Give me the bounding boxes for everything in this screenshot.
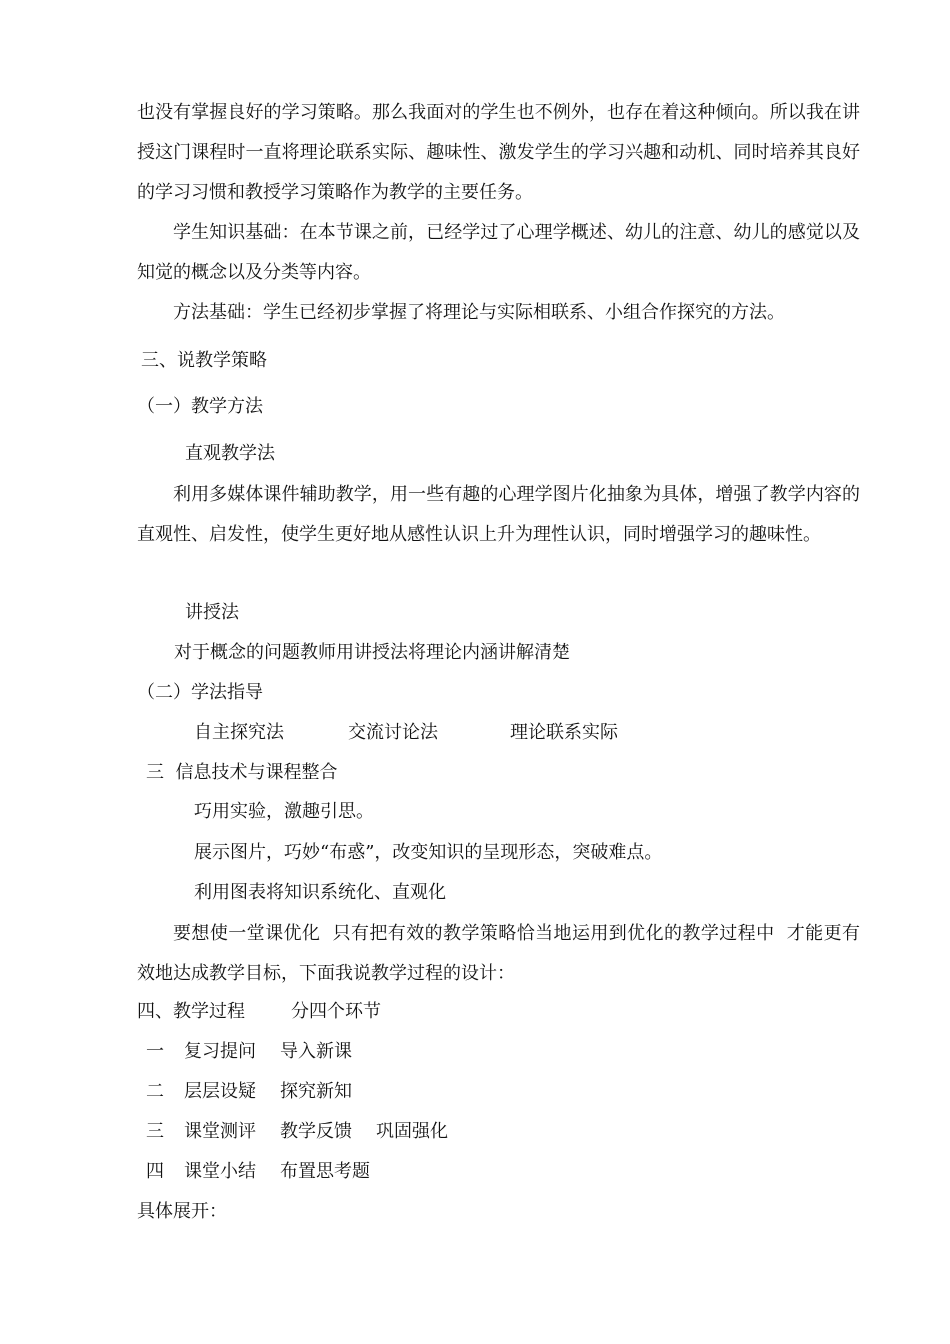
- step-1-part-1: 复习提问: [184, 1041, 256, 1062]
- paragraph-3: 方法基础：学生已经初步掌握了将理论与实际相联系、小组合作探究的方法。: [173, 302, 785, 323]
- section-heading-4: 四、教学过程: [137, 1001, 245, 1022]
- section-heading-3: 三、说教学策略: [141, 350, 267, 371]
- step-3-part-2: 教学反馈: [280, 1121, 352, 1142]
- step-3-number: 三: [146, 1121, 164, 1142]
- it-item-1: 巧用实验，激趣引思。: [194, 801, 374, 822]
- step-4-number: 四: [146, 1161, 164, 1182]
- transition-paragraph: 要想使一堂课优化 只有把有效的教学策略恰当地运用到优化的教学过程中 才能更有效地达成教学目标，下面我说教学过程的设计：: [137, 923, 860, 984]
- subheading-it-integration: 三 信息技术与课程整合: [146, 762, 338, 783]
- step-4-part-1: 课堂小结: [184, 1161, 256, 1182]
- method-2-title: 讲授法: [185, 602, 239, 623]
- subheading-study-guidance: （二）学法指导: [137, 682, 263, 703]
- subheading-teaching-methods: （一）教学方法: [137, 396, 263, 417]
- step-2-part-2: 探究新知: [280, 1081, 352, 1102]
- step-3-part-1: 课堂测评: [184, 1121, 256, 1142]
- paragraph-2: 学生知识基础：在本节课之前，已经学过了心理学概述、幼儿的注意、幼儿的感觉以及知觉的概念以及分类等内容。: [137, 222, 860, 283]
- closing-line: 具体展开：: [137, 1201, 227, 1222]
- it-item-3: 利用图表将知识系统化、直观化: [194, 882, 446, 903]
- method-1-text: 利用多媒体课件辅助教学，用一些有趣的心理学图片化抽象为具体，增强了教学内容的直观性、启发性，使学生更好地从感性认识上升为理性认识，同时增强学习的趣味性。: [137, 484, 860, 545]
- method-2-text: 对于概念的问题教师用讲授法将理论内涵讲解清楚: [174, 642, 570, 663]
- step-1-part-2: 导入新课: [280, 1041, 352, 1062]
- step-2-part-1: 层层设疑: [184, 1081, 256, 1102]
- section-heading-4-note: 分四个环节: [291, 1001, 381, 1022]
- study-method-3: 理论联系实际: [510, 722, 618, 743]
- study-method-2: 交流讨论法: [348, 722, 438, 743]
- step-1-number: 一: [146, 1041, 164, 1062]
- paragraph-1: 也没有掌握良好的学习策略。那么我面对的学生也不例外，也存在着这种倾向。所以我在讲授这门课程时一直将理论联系实际、趣味性、激发学生的学习兴趣和动机、同时培养其良好的学习习惯和教授学习策略作为教学的主要任务。: [137, 102, 860, 203]
- study-method-1: 自主探究法: [194, 722, 284, 743]
- method-1-title: 直观教学法: [185, 443, 275, 464]
- step-4-part-2: 布置思考题: [280, 1161, 370, 1182]
- step-2-number: 二: [146, 1081, 164, 1102]
- it-item-2: 展示图片，巧妙“布惑”，改变知识的呈现形态，突破难点。: [194, 842, 663, 863]
- step-3-part-3: 巩固强化: [376, 1121, 448, 1142]
